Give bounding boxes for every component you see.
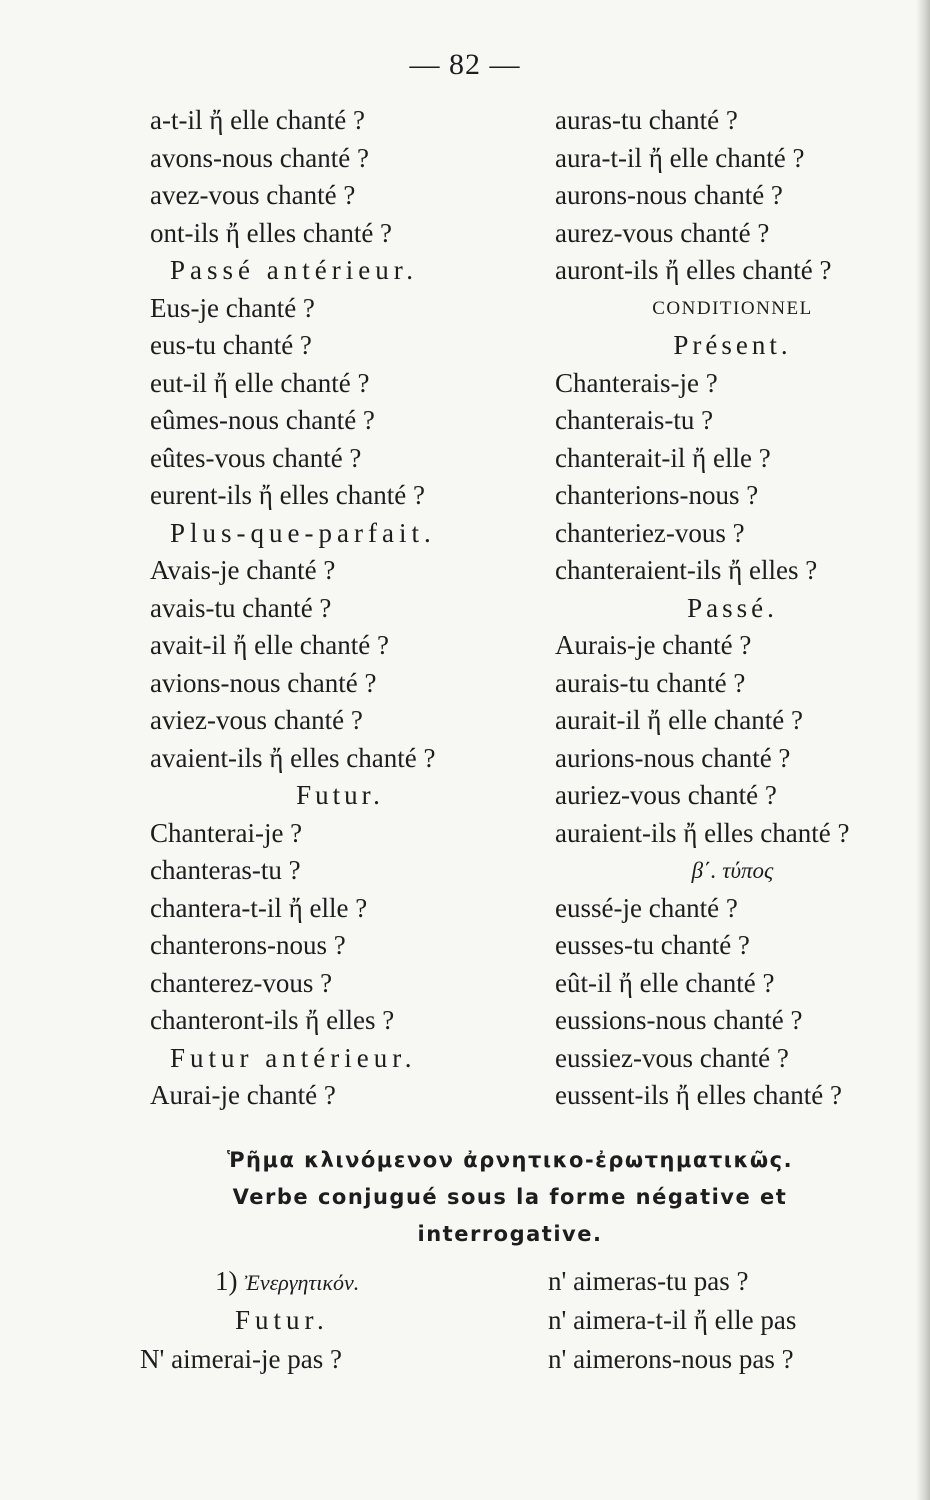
text-line: n' aimeras-tu pas ? — [548, 1266, 749, 1296]
text-line: chanteront-ils ἤ elles ? — [150, 1005, 395, 1035]
text-line: chanterait-il ἤ elle ? — [555, 442, 771, 473]
text-line: eussions-nous chanté ? — [555, 1005, 803, 1035]
text-line: chanterais-tu ? — [555, 405, 714, 435]
text-line: eus-tu chanté ? — [150, 330, 312, 360]
text-line: Eus-je chanté ? — [150, 292, 315, 323]
text-line: N' aimerai-je pas ? — [140, 1344, 343, 1374]
text-line: Chanterais-je ? — [555, 367, 718, 398]
text-line: avaient-ils ἤ elles chanté ? — [150, 742, 436, 773]
text-line: avons-nous chanté ? — [150, 142, 369, 173]
text-line: auras-tu chanté ? — [555, 105, 738, 135]
tense-heading: Plus-que-parfait. — [170, 517, 436, 548]
text-line: eussent-ils ἤ elles chanté ? — [555, 1080, 843, 1110]
text-line: Avais-je chanté ? — [150, 555, 336, 585]
text-line: n' aimerons-nous pas ? — [548, 1344, 794, 1374]
text-line: eût-il ἤ elle chanté ? — [555, 967, 775, 998]
right-column — [555, 102, 910, 1115]
text-line: auraient-ils ἤ elles chanté ? — [555, 817, 850, 848]
text-line: aurions-nous chanté ? — [555, 742, 791, 773]
text-line: aurais-tu chanté ? — [555, 667, 746, 698]
bottom-right-column — [548, 1262, 908, 1379]
text-line: aviez-vous chanté ? — [150, 705, 363, 735]
page-number: — 82 — — [409, 48, 521, 81]
text-line: eussiez-vous chanté ? — [555, 1042, 789, 1073]
tense-heading: Passé. — [687, 592, 778, 623]
voice-label: Ἐνεργητικόν. — [244, 1270, 360, 1295]
text-line: eut-il ἤ elle chanté ? — [150, 367, 370, 398]
page-edge-shadow — [916, 0, 930, 1500]
section-title — [140, 1142, 880, 1253]
text-line: chanterions-nous ? — [555, 480, 759, 510]
section-title-french: Verbe conjugué sous la forme négative et — [232, 1185, 788, 1209]
text-line: aura-t-il ἤ elle chanté ? — [555, 142, 805, 173]
text-line: auront-ils ἤ elles chanté ? — [555, 255, 832, 285]
section-title-greek: Ῥῆμα κλινόμενον ἀρνητικο-ἐρωτηματικῶς. — [226, 1148, 794, 1172]
text-line: a-t-il ἤ elle chanté ? — [150, 105, 365, 135]
text-line: aurait-il ἤ elle chanté ? — [555, 705, 803, 735]
text-line: Aurai-je chanté ? — [150, 1080, 336, 1110]
text-line: eussé-je chanté ? — [555, 892, 738, 923]
tense-heading: Passé antérieur. — [170, 255, 418, 285]
text-line: ont-ils ἤ elles chanté ? — [150, 217, 393, 248]
tense-heading: Futur antérieur. — [170, 1042, 417, 1073]
voice-number: 1) — [215, 1266, 238, 1296]
text-line: chanteriez-vous ? — [555, 517, 745, 548]
text-line: Chanterai-je ? — [150, 817, 303, 848]
text-line: avais-tu chanté ? — [150, 592, 332, 623]
text-line: avions-nous chanté ? — [150, 667, 377, 698]
text-line: chanteraient-ils ἤ elles ? — [555, 555, 818, 585]
text-line: avez-vous chanté ? — [150, 180, 356, 210]
voice-heading — [140, 1262, 530, 1301]
text-line: avait-il ἤ elle chanté ? — [150, 630, 389, 660]
text-line: eûmes-nous chanté ? — [150, 405, 375, 435]
text-line: Aurais-je chanté ? — [555, 630, 752, 660]
mood-heading: CONDITIONNEL — [652, 297, 813, 319]
text-line: aurez-vous chanté ? — [555, 217, 770, 248]
left-column — [150, 102, 530, 1115]
tense-heading: Futur. — [296, 780, 384, 810]
bottom-left-column — [140, 1262, 530, 1379]
text-line: chantera-t-il ἤ elle ? — [150, 892, 368, 923]
text-line: eûtes-vous chanté ? — [150, 442, 362, 473]
text-line: n' aimera-t-il ἤ elle pas — [548, 1305, 797, 1335]
tense-heading: Présent. — [673, 330, 792, 360]
text-line: eurent-ils ἤ elles chanté ? — [150, 480, 425, 510]
text-line: chanterez-vous ? — [150, 967, 333, 998]
text-line: chanteras-tu ? — [150, 855, 301, 885]
text-line: eusses-tu chanté ? — [555, 930, 750, 960]
text-line: auriez-vous chanté ? — [555, 780, 777, 810]
section-title-french-continued: interrogative. — [417, 1222, 603, 1246]
tense-heading: Futur. — [235, 1305, 329, 1335]
text-line: chanterons-nous ? — [150, 930, 346, 960]
text-line: aurons-nous chanté ? — [555, 180, 783, 210]
type-label: β΄. τύπος — [691, 858, 774, 883]
